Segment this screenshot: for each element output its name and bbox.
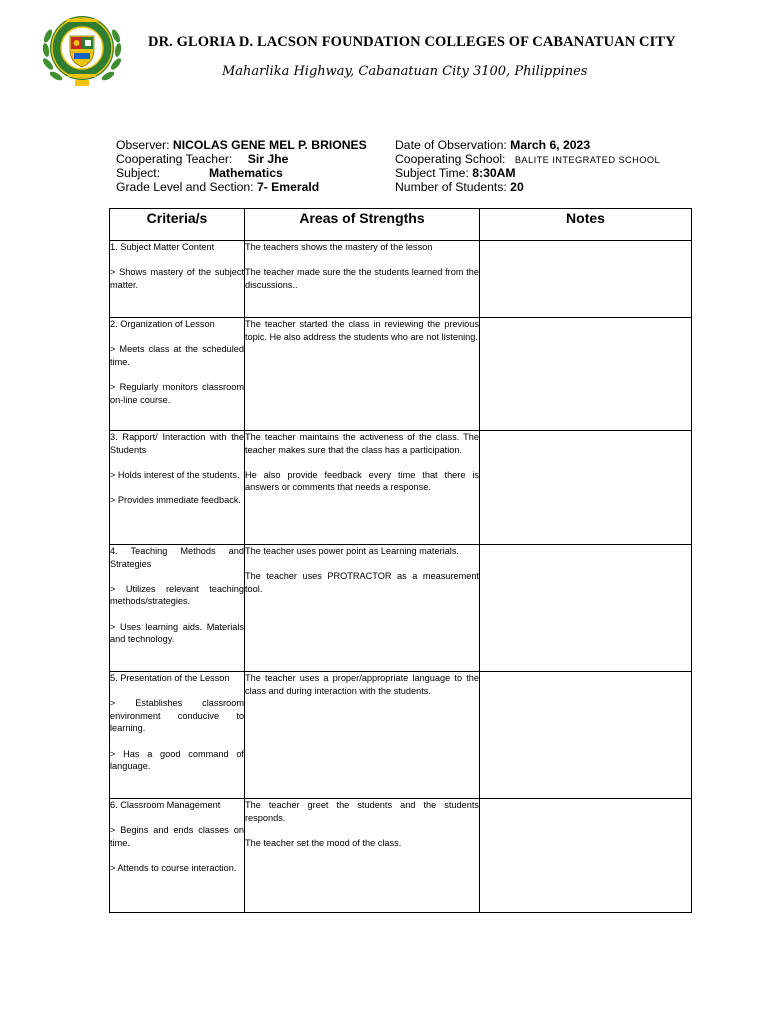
school-address: Maharlika Highway, Cabanatuan City 3100, Philippines <box>222 64 588 79</box>
criteria-cell: 3. Rapport/ Interaction with the Students > Holds interest of the students. > Provides immediate feedback. <box>110 431 245 545</box>
observer-line: Observer: NICOLAS GENE MEL P. BRIONES <box>116 138 367 152</box>
criteria-cell: 2. Organization of Lesson > Meets class at the scheduled time. > Regularly monitors classroom on-line course. <box>110 318 245 431</box>
notes-cell[interactable] <box>480 799 692 913</box>
strength-cell: The teacher maintains the activeness of the class. The teacher makes sure that the class has a participation. He also provide feedback every time that there is answers or comments that needs a response. <box>245 431 480 545</box>
observation-date: March 6, 2023 <box>510 138 591 152</box>
subject-time: 8:30AM <box>472 166 516 180</box>
notes-cell[interactable] <box>480 672 692 799</box>
grade-line: Grade Level and Section: 7- Emerald <box>116 180 320 194</box>
notes-cell[interactable] <box>480 241 692 318</box>
header-strengths: Areas of Strengths <box>245 209 480 241</box>
date-line: Date of Observation: March 6, 2023 <box>395 138 591 152</box>
criteria-cell: 5. Presentation of the Lesson > Establishes classroom environment conducive to learning. > Has a good command of language. <box>110 672 245 799</box>
header-notes: Notes <box>480 209 692 241</box>
table-row <box>110 241 692 318</box>
table-row <box>110 318 692 431</box>
table-row <box>110 431 692 545</box>
observer-name: NICOLAS GENE MEL P. BRIONES <box>172 138 367 152</box>
criteria-cell: 1. Subject Matter Content > Shows mastery of the subject matter. <box>110 241 245 318</box>
table-row <box>110 545 692 672</box>
strength-cell: The teacher uses a proper/appropriate language to the class and during interaction with the students. <box>245 672 480 799</box>
cooperating-school: BALITE INTEGRATED SCHOOL <box>514 155 661 165</box>
criteria-cell: 6. Classroom Management > Begins and ends classes on time. > Attends to course interaction. <box>110 799 245 913</box>
table-header-row <box>110 209 692 241</box>
strength-cell: The teacher started the class in reviewing the previous topic. He also address the students who are not listening. <box>245 318 480 431</box>
school-line: Cooperating School: BALITE INTEGRATED SCHOOL <box>395 152 661 166</box>
strength-cell: The teacher greet the students and the students responds. The teacher set the mood of the class. <box>245 799 480 913</box>
school-name: DR. GLORIA D. LACSON FOUNDATION COLLEGES OF CABANATUAN CITY <box>148 34 676 50</box>
table-row <box>110 799 692 913</box>
observation-table <box>109 208 692 913</box>
notes-cell[interactable] <box>480 431 692 545</box>
header-criteria: Criteria/s <box>110 209 245 241</box>
table-row <box>110 672 692 799</box>
strength-cell: The teacher uses power point as Learning materials. The teacher uses PROTRACTOR as a measurement tool. <box>245 545 480 672</box>
grade-section: 7- Emerald <box>256 180 320 194</box>
students-line: Number of Students: 20 <box>395 180 524 194</box>
strength-cell: The teachers shows the mastery of the lesson The teacher made sure the the students learned from the discussions.. <box>245 241 480 318</box>
time-line: Subject Time: 8:30AM <box>395 166 516 180</box>
notes-cell[interactable] <box>480 318 692 431</box>
subject-name: Mathematics <box>209 166 283 180</box>
school-logo <box>40 10 124 90</box>
notes-cell[interactable] <box>480 545 692 672</box>
student-count: 20 <box>510 180 524 194</box>
criteria-cell: 4. Teaching Methods and Strategies > Utilizes relevant teaching methods/strategies. > Uses learning aids. Materials and technology. <box>110 545 245 672</box>
teacher-name: Sir Jhe <box>247 152 289 166</box>
subject-line: Subject: Mathematics <box>116 166 283 180</box>
teacher-line: Cooperating Teacher: Sir Jhe <box>116 152 289 166</box>
